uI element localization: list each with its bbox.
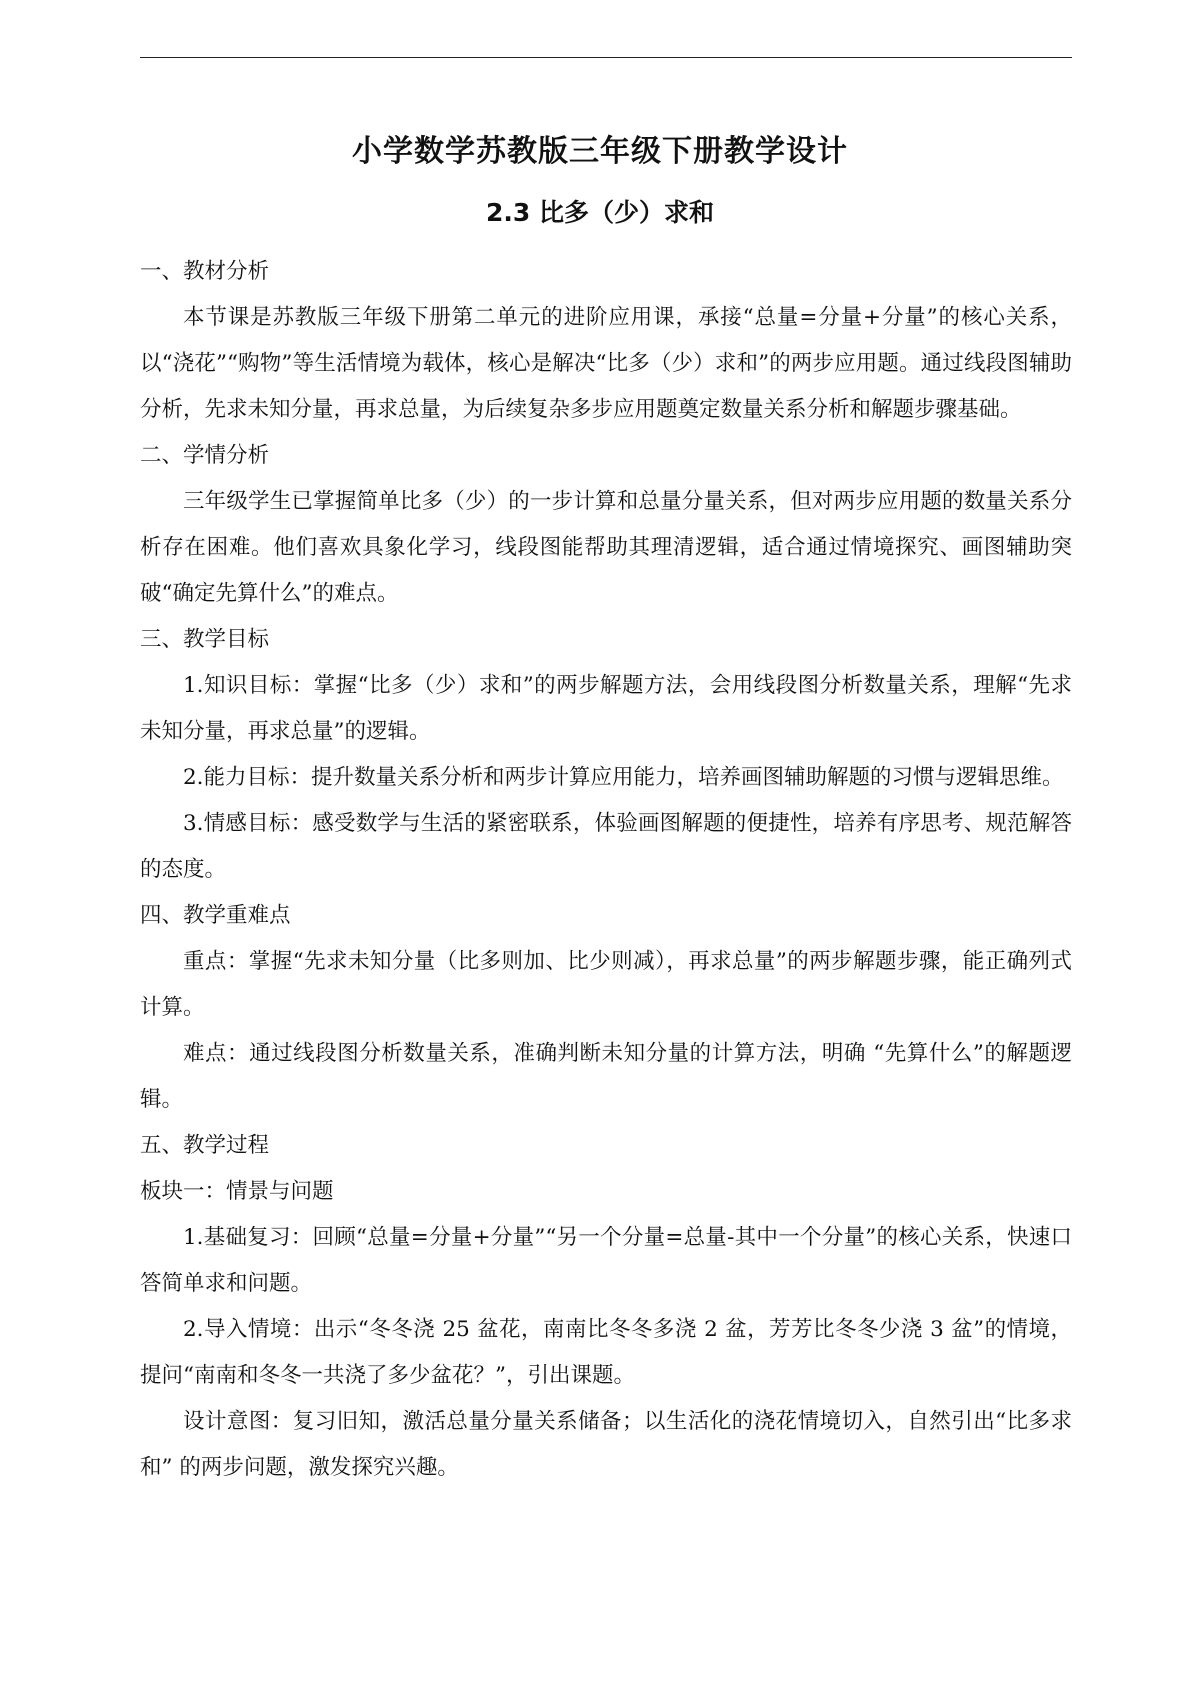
- document-body: [140, 249, 1072, 1491]
- section-heading-textbook-analysis: 一、教材分析: [140, 259, 270, 284]
- document-title: 小学数学苏教版三年级下册教学设计: [352, 134, 848, 169]
- paragraph: 本节课是苏教版三年级下册第二单元的进阶应用课，承接“总量=分量+分量”的核心关系，以“浇花”“购物”等生活情境为载体，核心是解决“比多（少）求和”的两步应用题。通过线段图辅助分析，先求未知分量，再求总量，为后续复杂多步应用题奠定数量关系分析和解题步骤基础。: [140, 305, 1072, 422]
- lesson-subtitle: 2.3 比多（少）求和: [486, 198, 714, 227]
- block-heading: 板块一：情景与问题: [140, 1179, 334, 1204]
- paragraph: 1.知识目标：掌握“比多（少）求和”的两步解题方法，会用线段图分析数量关系，理解“先求未知分量，再求总量”的逻辑。: [140, 673, 1072, 744]
- paragraph: 2.能力目标：提升数量关系分析和两步计算应用能力，培养画图辅助解题的习惯与逻辑思维。: [183, 765, 1064, 790]
- header-rule: [140, 57, 1072, 58]
- paragraph: 2.导入情境：出示“冬冬浇 25 盆花，南南比冬冬多浇 2 盆，芳芳比冬冬少浇 3 盆”的情境，提问“南南和冬冬一共浇了多少盆花？”，引出课题。: [140, 1317, 1072, 1388]
- paragraph: 难点：通过线段图分析数量关系，准确判断未知分量的计算方法，明确 “先算什么”的解题逻辑。: [140, 1041, 1072, 1112]
- section-heading-teaching-goals: 三、教学目标: [140, 627, 270, 652]
- section-heading-student-analysis: 二、学情分析: [140, 443, 270, 468]
- section-heading-teaching-process: 五、教学过程: [140, 1133, 270, 1158]
- paragraph: 1.基础复习：回顾“总量=分量+分量”“另一个分量=总量-其中一个分量”的核心关系，快速口答简单求和问题。: [140, 1225, 1072, 1296]
- paragraph: 三年级学生已掌握简单比多（少）的一步计算和总量分量关系，但对两步应用题的数量关系分析存在困难。他们喜欢具象化学习，线段图能帮助其理清逻辑，适合通过情境探究、画图辅助突破“确定先算什么”的难点。: [140, 489, 1072, 606]
- paragraph: 3.情感目标：感受数学与生活的紧密联系，体验画图解题的便捷性，培养有序思考、规范解答的态度。: [140, 811, 1072, 882]
- paragraph: 设计意图：复习旧知，激活总量分量关系储备；以生活化的浇花情境切入，自然引出“比多求和” 的两步问题，激发探究兴趣。: [140, 1409, 1072, 1480]
- paragraph: 重点：掌握“先求未知分量（比多则加、比少则减），再求总量”的两步解题步骤，能正确列式计算。: [140, 949, 1072, 1020]
- section-heading-key-difficulties: 四、教学重难点: [140, 903, 291, 928]
